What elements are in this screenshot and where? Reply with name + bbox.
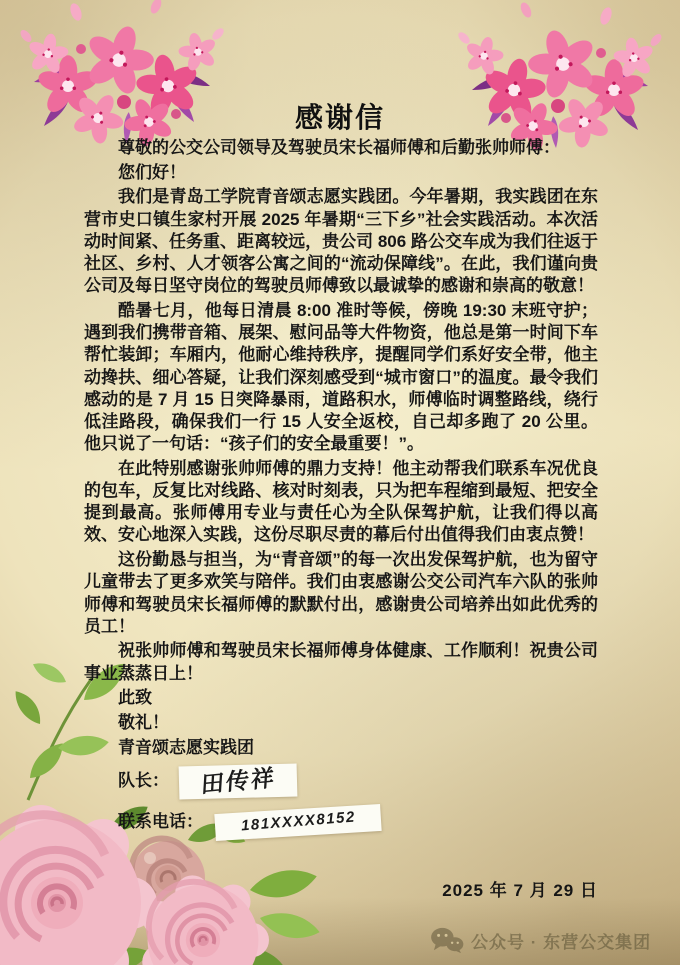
letter-date: 2025 年 7 月 29 日	[442, 881, 598, 900]
phone-row	[84, 809, 598, 836]
leader-signature-strip	[179, 763, 298, 799]
wechat-icon	[430, 926, 464, 954]
greeting: 您们好！	[118, 162, 186, 182]
closing-cizhi: 此致	[118, 688, 152, 708]
closing-jingli: 敬礼！	[118, 713, 169, 733]
footer-text: 公众号 · 东营公交集团	[471, 932, 652, 952]
leader-label: 队长：	[118, 771, 169, 791]
leader-signature-row	[84, 765, 598, 798]
paragraph-4: 这份勤恳与担当，为“青音颂”的每一次出发保驾护航，也为留守儿童带去了更多欢笑与陪伴。我们由衷感谢公交公司汽车六队的张帅师傅和驾驶员宋长福师傅的默默付出，感谢贵公司培养出如此优秀的员工！	[84, 550, 598, 636]
team-name: 青音颂志愿实践团	[118, 737, 254, 757]
phone-label: 联系电话：	[118, 812, 203, 832]
paragraph-5: 祝张帅师傅和驾驶员宋长福师傅身体健康、工作顺利！祝贵公司事业蒸蒸日上！	[84, 641, 598, 683]
paragraph-3: 在此特别感谢张帅师傅的鼎力支持！他主动帮我们联系车况优良的包车，反复比对线路、核对时刻表，只为把车程缩到最短、把安全提到最高。张师傅用专业与责任心为全队保驾护航，让我们得以高效、安心地深入实践，这份尽职尽责的幕后付出值得我们由衷点赞！	[84, 458, 598, 545]
paragraph-1: 我们是青岛工学院青音颂志愿实践团。今年暑期，我实践团在东营市史口镇生家村开展 2025 年暑期“三下乡”社会实践活动。本次活动时间紧、任务重、距离较远，贵公司 806 路公交车成为我们往返于社区、乡村、人才领客公寓之间的“流动保障线”。在此，我们谨向贵公司及每日坚守岗位的驾驶员师傅致以最诚挚的感谢和崇高的敬意！	[84, 187, 598, 296]
leader-signature-handwriting: 田传祥	[199, 764, 277, 799]
phone-handwriting: 181XXXX8152	[239, 808, 356, 835]
phone-strip	[214, 804, 381, 841]
paragraph-2: 酷暑七月，他每日清晨 8:00 准时等候，傍晚 19:30 末班守护；遇到我们携带音箱、展架、慰问品等大件物资，他总是第一时间下车帮忙装卸；车厢内，他耐心维持秩序，提醒同学们系好安全带，他主动搀扶、细心答疑，让我们深刻感受到“城市窗口”的温度。最令我们感动的是 7 月 15 日突降暴雨，道路积水，师傅临时调整路线，绕行低洼路段，确保我们一行 15 人安全返校，自己却多跑了 20 公里。他只说了一句话：“孩子们的安全最重要！”。	[84, 300, 598, 454]
salutation: 尊敬的公交公司领导及驾驶员宋长福师傅和后勤张帅师傅：	[118, 138, 560, 157]
letter-title: 感谢信	[294, 102, 385, 133]
footer-watermark	[430, 926, 651, 954]
letter-body	[84, 137, 598, 836]
